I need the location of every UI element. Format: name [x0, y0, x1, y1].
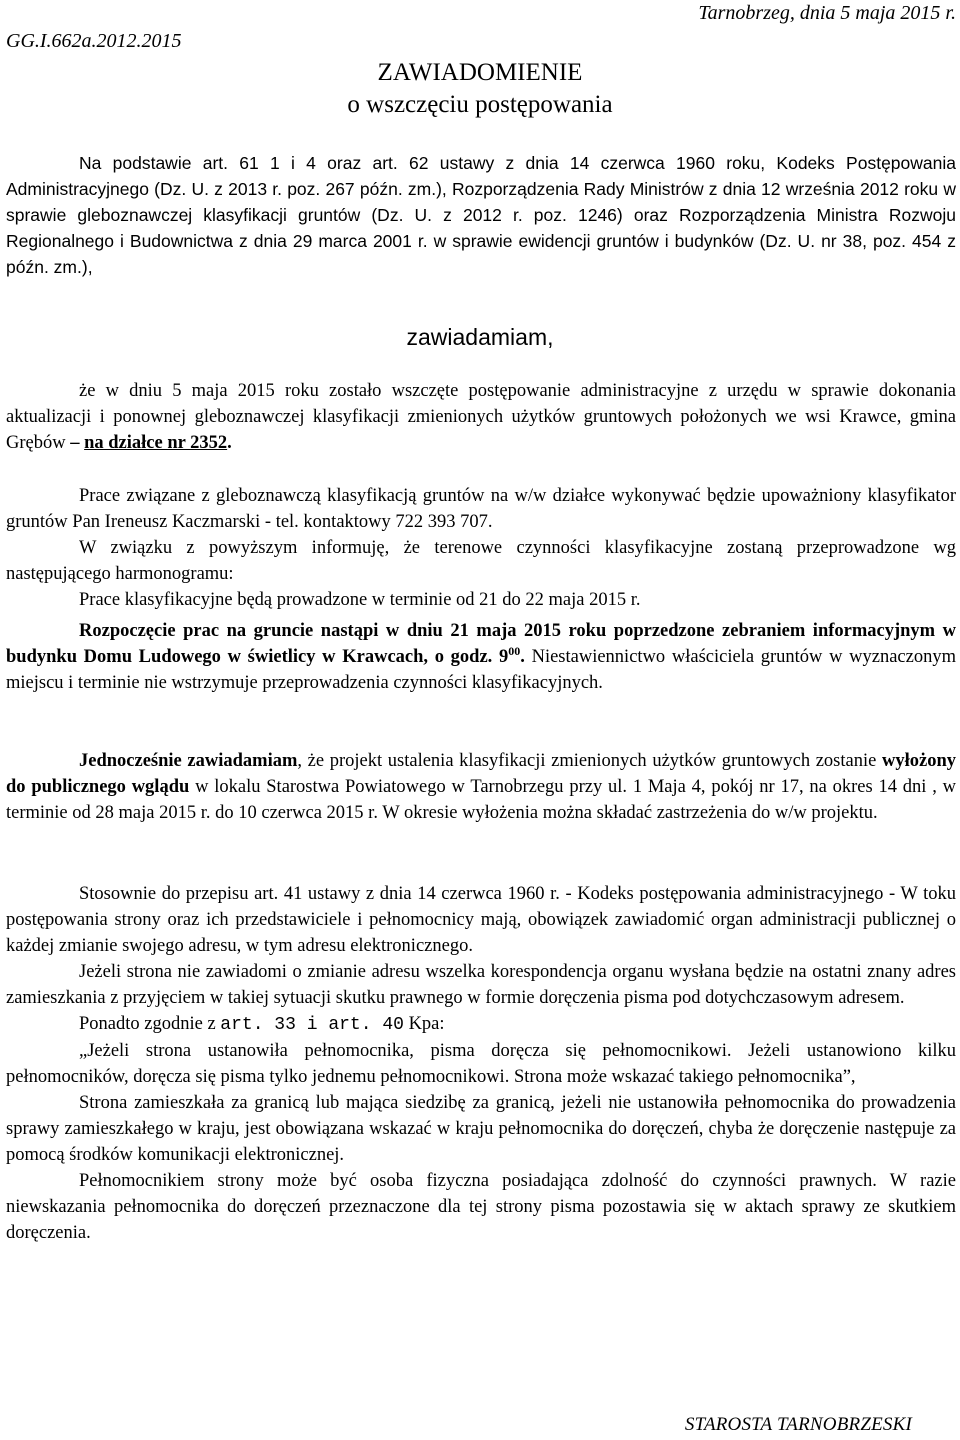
kpa-reference-paragraph: [6, 1011, 956, 1038]
place-and-date: Tarnobrzeg, dnia 5 maja 2015 r.: [698, 2, 956, 24]
address-notice-paragraphs: [6, 881, 956, 1246]
work-paragraphs: [6, 483, 956, 613]
case-reference: GG.I.662a.2012.2015: [6, 30, 182, 52]
address-change-paragraph: Stosownie do przepisu art. 41 ustawy z dnia 14 czerwca 1960 r. - Kodeks postępowania administracyjnego - W toku postępowania strony oraz ich przedstawiciele i pełnomocnicy mają, obowiązek zawiadomić organ administracji publicznej o każdej zmianie swojego adresu, w tym adresu elektronicznego.: [6, 884, 956, 956]
absence-note: Niestawiennictwo właściciela gruntów w wyznaczonym miejscu i terminie nie wstrzymuje przeprowadzenia czynności klasyfikacyjnych.: [6, 647, 956, 693]
main-notice-body: że w dniu 5 maja 2015 roku zostało wszczęte postępowanie administracyjne z urzędu w sprawie dokonania aktualizacji i ponownej gleboznawczej klasyfikacji zmienionych użytków gruntowych położonych we wsi Krawce, gmina Grębów: [6, 381, 956, 453]
public-display-paragraph: [6, 748, 956, 826]
schedule-dates-paragraph: Prace klasyfikacyjne będą prowadzone w terminie od 21 do 22 maja 2015 r.: [79, 590, 641, 610]
signature-block: STAROSTA TARNOBRZESKI: [684, 1414, 912, 1435]
document-subtitle: o wszczęciu postępowania: [347, 91, 613, 118]
display-text-2: w lokalu Starostwa Powiatowego w Tarnobrzegu przy ul. 1 Maja 4, pokój nr 17, na okres 14 dni , w terminie od 28 maja 2015 r. do 10 czerwca 2015 r. W okresie wyłożenia można składać zastrzeżenia do w/w projektu.: [6, 777, 957, 823]
proxy-quote-paragraph: „Jeżeli strona ustanowiła pełnomocnika, pisma doręcza się pełnomocnikowi. Jeżeli ustanowiono kilku pełnomocników, doręcza się pisma tylko jednemu pełnomocnikowi. Strona może wskazać takiego pełnomocnika”,: [6, 1041, 956, 1087]
schedule-intro-paragraph: W związku z powyższym informuję, że terenowe czynności klasyfikacyjne zostaną przeprowadzone wg następującego harmonogramu:: [6, 538, 956, 584]
kpa-articles: art. 33 i art. 40: [220, 1015, 404, 1035]
main-notice-paragraph: [6, 378, 956, 456]
start-paragraph: [6, 618, 956, 696]
kpa-pre: Ponadto zgodnie z: [79, 1014, 221, 1034]
zawiadamiam-heading: zawiadamiam,: [406, 324, 554, 350]
legal-basis-paragraph: [6, 150, 956, 280]
start-bold-text: Rozpoczęcie prac na gruncie nastąpi w dniu 21 maja 2015 roku poprzedzone zebraniem informacyjnym w budynku Domu Ludowego w świetlicy w Krawcach, o godz. 9: [6, 621, 956, 667]
document-title: ZAWIADOMIENIE: [377, 59, 583, 86]
start-time-superscript: 00: [508, 643, 521, 658]
legal-basis-text: Na podstawie art. 61 1 i 4 oraz art. 62 ustawy z dnia 14 czerwca 1960 roku, Kodeks Postępowania Administracyjnego (Dz. U. z 2013 r. poz. 267 późn. zm.), Rozporządzenia Rady Ministrów z dnia 12 września 2012 roku w sprawie gleboznawczej klasyfikacji gruntów (Dz. U. z 2012 r. poz. 1246) oraz Rozporządzenia Ministra Rozwoju Regionalnego i Budownictwa z dnia 29 marca 2001 r. w sprawie ewidencji gruntów i budynków (Dz. U. nr 38, poz. 454 z późn. zm.),: [6, 153, 956, 277]
public-display-text: [6, 748, 956, 826]
start-text: [6, 618, 956, 696]
classifier-paragraph: Prace związane z gleboznawczą klasyfikacją gruntów na w/w działce wykonywać będzie upoważniony klasyfikator gruntów Pan Ireneusz Kaczmarski - tel. kontaktowy 722 393 707.: [6, 486, 956, 532]
start-bold-dot: .: [520, 647, 525, 667]
main-notice-text: [6, 378, 956, 456]
display-text-1: , że projekt ustalenia klasyfikacji zmienionych użytków gruntowych zostanie: [297, 751, 882, 771]
proxy-person-paragraph: Pełnomocnikiem strony może być osoba fizyczna posiadająca zdolność do czynności prawnych. W razie niewskazania pełnomocnika do doręczeń przeznaczone dla tej strony pisma pozostawia się w aktach sprawy ze skutkiem doręczenia.: [6, 1171, 956, 1243]
main-notice-dash: –: [65, 433, 85, 453]
display-bold-lead: Jednocześnie zawiadamiam: [79, 751, 298, 771]
kpa-post: Kpa:: [403, 1014, 445, 1034]
address-consequence-paragraph: Jeżeli strona nie zawiadomi o zmianie adresu wszelka korespondencja organu wysłana będzie na ostatni znany adres zamieszkania z przyjęciem w takiej sytuacji skutku prawnego w formie doręczenia pisma pod dotychczasowym adresem.: [6, 962, 956, 1008]
main-notice-end: .: [227, 433, 232, 453]
abroad-party-paragraph: Strona zamieszkała za granicą lub mająca siedzibę za granicą, jeżeli nie ustanowiła pełnomocnika do prowadzenia sprawy zamieszkałego w kraju, jest obowiązana wskazać w kraju pełnomocnika do doręczeń, chyba że doręczenie następuje za pomocą środków komunikacji elektronicznej.: [6, 1093, 956, 1165]
parcel-number: na działce nr 2352: [84, 433, 228, 453]
display-bold-public-view: wyłożony do publicznego wglądu: [6, 751, 956, 797]
